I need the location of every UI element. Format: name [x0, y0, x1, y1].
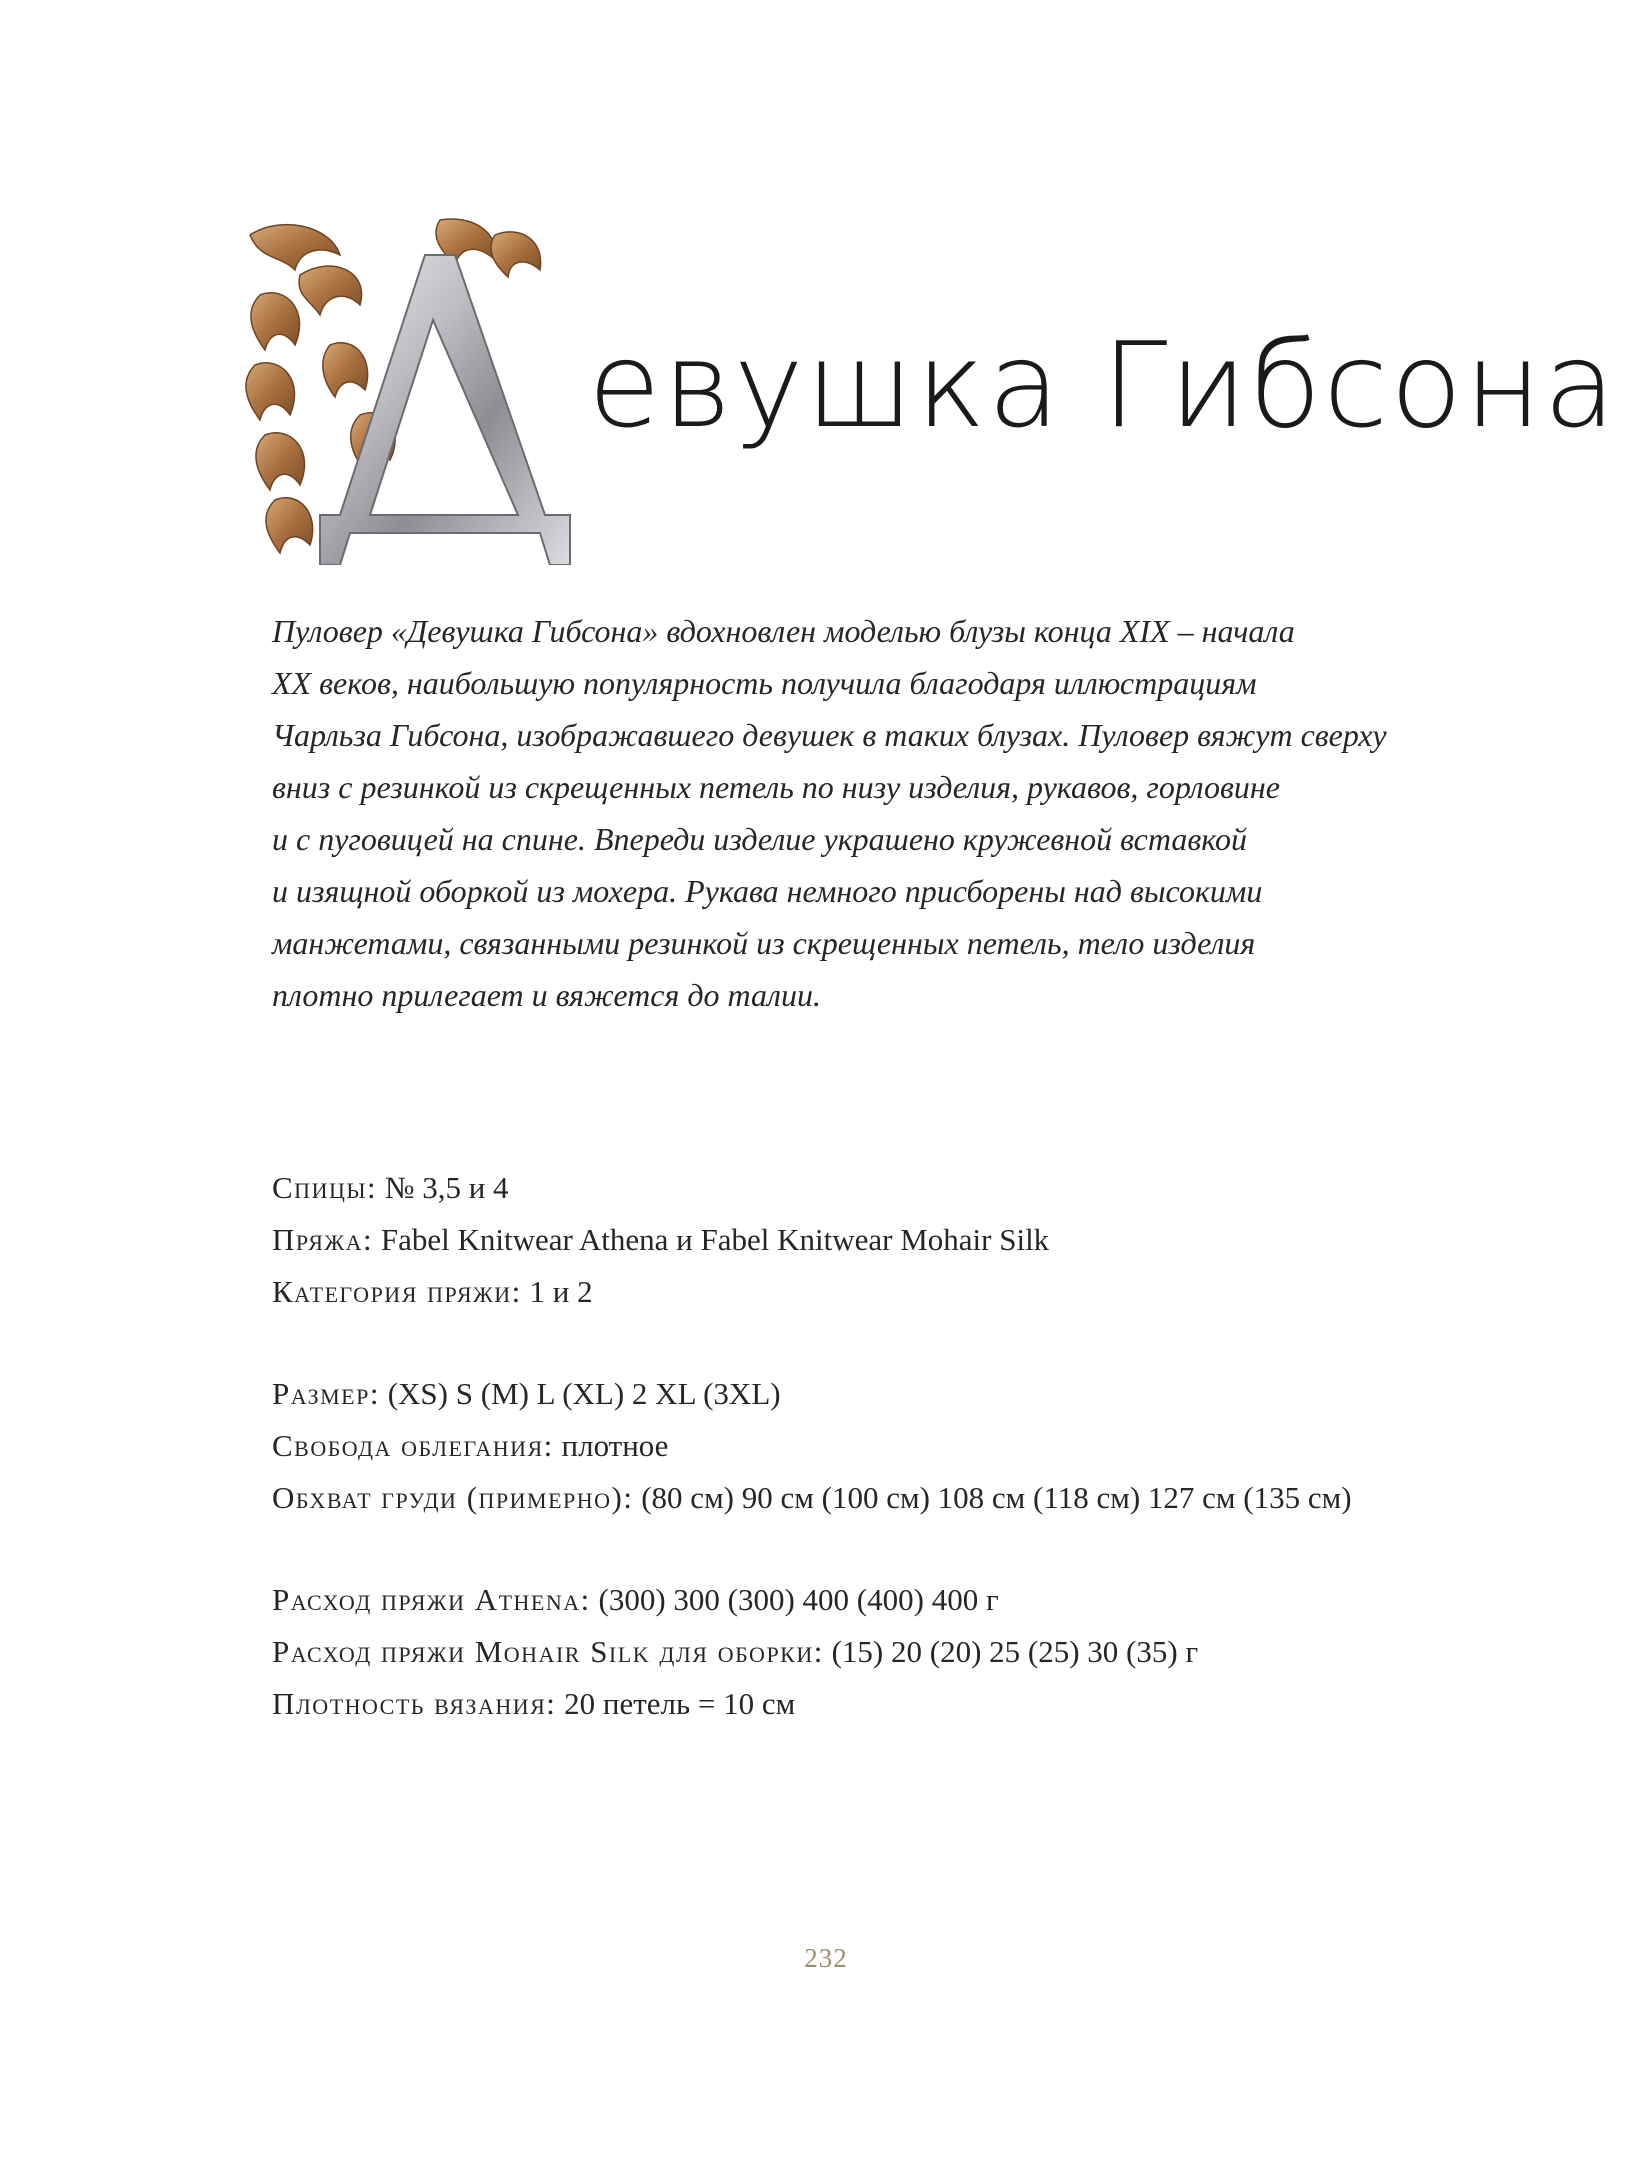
spec-gauge — [272, 1678, 1472, 1730]
spec-label: Спицы: — [272, 1170, 378, 1205]
intro-line: вниз с резинкой из скрещенных петель по низу изделия, рукавов, горловине — [272, 769, 1280, 805]
intro-line: и изящной оборкой из мохера. Рукава немного присборены над высокими — [272, 873, 1263, 909]
spec-value: 1 и 2 — [529, 1274, 593, 1309]
spec-yarn — [272, 1214, 1472, 1266]
intro-line: Чарльза Гибсона, изображавшего девушек в таких блузах. Пуловер вяжут сверху — [272, 717, 1387, 753]
spec-value: (15) 20 (20) 25 (25) 30 (35) г — [831, 1634, 1199, 1669]
spec-mohair-usage — [272, 1626, 1472, 1678]
pattern-specs — [272, 1162, 1472, 1780]
spec-value: Fabel Knitwear Athena и Fabel Knitwear Mohair Silk — [380, 1222, 1050, 1257]
spec-fit — [272, 1420, 1472, 1472]
spec-bust — [272, 1472, 1472, 1524]
ornamental-initial — [240, 215, 580, 565]
spec-value: (XS) S (M) L (XL) 2 XL (3XL) — [387, 1376, 781, 1411]
sizing-group — [272, 1368, 1472, 1524]
ornamental-initial-graphic — [240, 215, 580, 565]
spec-label: Категория пряжи: — [272, 1274, 522, 1309]
spec-label: Свобода облегания: — [272, 1428, 554, 1463]
spec-athena-usage — [272, 1574, 1472, 1626]
spec-label: Расход пряжи Mohair Silk для оборки: — [272, 1634, 824, 1669]
chapter-title — [240, 215, 1618, 575]
spec-needles — [272, 1162, 1472, 1214]
spec-value: (300) 300 (300) 400 (400) 400 г — [598, 1582, 999, 1617]
page-number: 232 — [804, 1943, 848, 1973]
yarn-usage-group — [272, 1574, 1472, 1730]
spec-yarn-category — [272, 1266, 1472, 1318]
spec-label: Размер: — [272, 1376, 380, 1411]
spec-value: (80 см) 90 см (100 см) 108 см (118 см) 127 см (135 см) — [641, 1480, 1352, 1515]
spec-value: № 3,5 и 4 — [384, 1170, 509, 1205]
title-text: евушка Гибсона — [588, 316, 1618, 454]
intro-line: манжетами, связанными резинкой из скрещенных петель, тело изделия — [272, 925, 1256, 961]
intro-paragraph — [272, 605, 1452, 1021]
spec-size — [272, 1368, 1472, 1420]
materials-group — [272, 1162, 1472, 1318]
spec-value: 20 петель = 10 см — [564, 1686, 796, 1721]
spec-label: Расход пряжи Athena: — [272, 1582, 591, 1617]
intro-line: плотно прилегает и вяжется до талии. — [272, 977, 821, 1013]
spec-label: Плотность вязания: — [272, 1686, 557, 1721]
intro-line: Пуловер «Девушка Гибсона» вдохновлен моделью блузы конца XIX – начала — [272, 613, 1295, 649]
intro-line: XX веков, наибольшую популярность получила благодаря иллюстрациям — [272, 665, 1257, 701]
spec-label: Пряжа: — [272, 1222, 374, 1257]
spec-value: плотное — [561, 1428, 669, 1463]
spec-label: Обхват груди (примерно): — [272, 1480, 634, 1515]
intro-line: и с пуговицей на спине. Впереди изделие украшено кружевной вставкой — [272, 821, 1247, 857]
